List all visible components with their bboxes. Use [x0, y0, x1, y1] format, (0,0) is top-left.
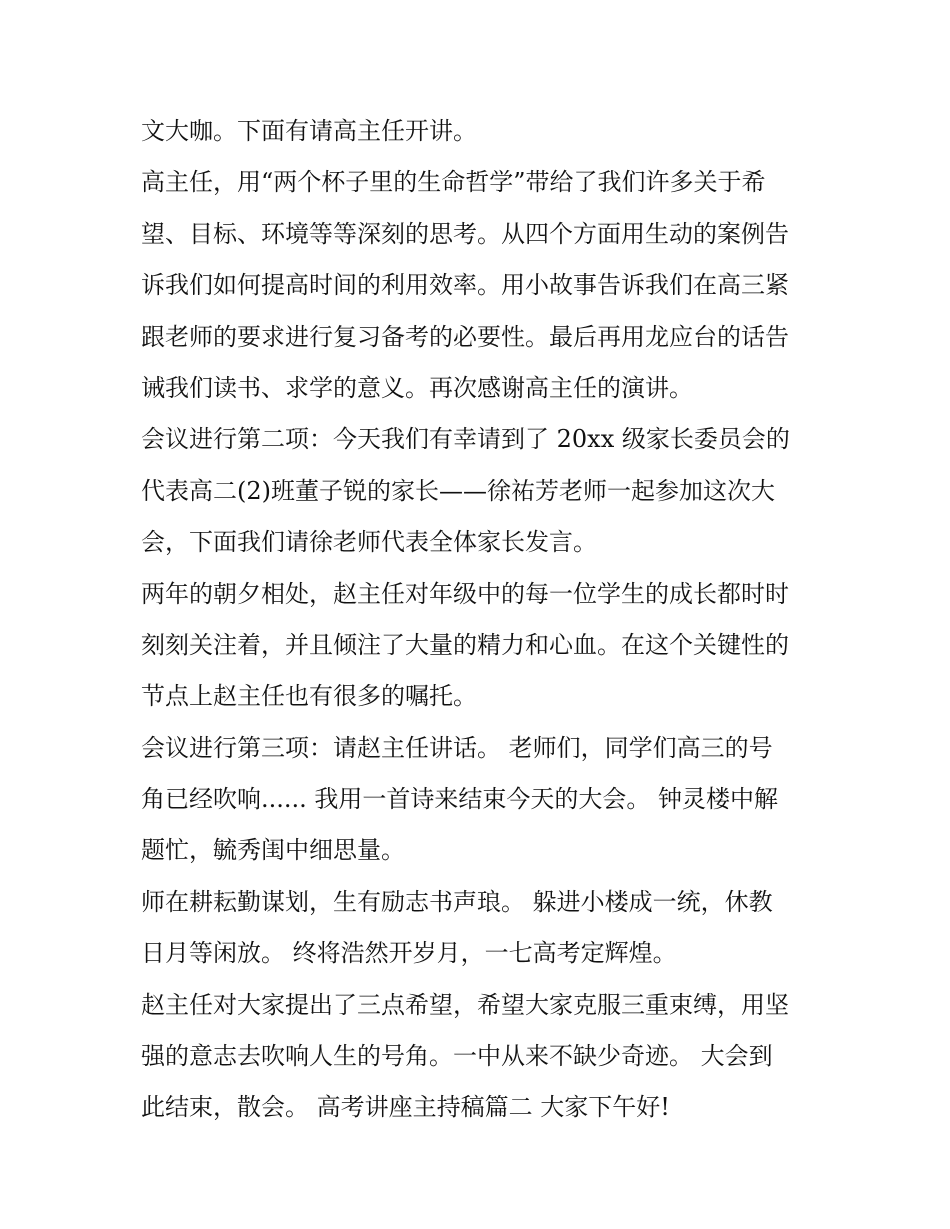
text-line: 诉我们如何提高时间的利用效率。用小故事告诉我们在高三紧 — [141, 271, 789, 300]
text-line: 高主任，用“两个杯子里的生命哲学”带给了我们许多关于希 — [141, 168, 766, 197]
text-line: 诫我们读书、求学的意义。再次感谢高主任的演讲。 — [141, 373, 693, 402]
text-line: 会议进行第二项：今天我们有幸请到了 20xx 级家长委员会的 — [141, 425, 790, 454]
text-line: 题忙，毓秀闺中细思量。 — [141, 836, 405, 865]
document-body — [141, 106, 821, 1134]
text-line: 师在耕耘勤谋划，生有励志书声琅。 躲进小楼成一统，休教 — [141, 887, 773, 916]
text-line: 强的意志去吹响人生的号角。一中从来不缺少奇迹。 大会到 — [141, 1042, 773, 1071]
text-line: 刻刻关注着，并且倾注了大量的精力和心血。在这个关键性的 — [141, 630, 789, 659]
text-line: 跟老师的要求进行复习备考的必要性。最后再用龙应台的话告 — [141, 322, 789, 351]
text-line: 会，下面我们请徐老师代表全体家长发言。 — [141, 528, 597, 557]
text-line: 会议进行第三项：请赵主任讲话。 老师们，同学们高三的号 — [141, 733, 773, 762]
text-line: 赵主任对大家提出了三点希望，希望大家克服三重束缚，用坚 — [141, 990, 789, 1019]
text-line: 节点上赵主任也有很多的嘱托。 — [141, 682, 477, 711]
text-line: 两年的朝夕相处，赵主任对年级中的每一位学生的成长都时时 — [141, 579, 789, 608]
text-line: 望、目标、环境等等深刻的思考。从四个方面用生动的案例告 — [141, 219, 789, 248]
text-line: 此结束，散会。 高考讲座主持稿篇二 大家下午好! — [141, 1093, 670, 1122]
text-line: 代表高二(2)班董子锐的家长——徐祐芳老师一起参加这次大 — [141, 476, 775, 505]
text-line: 日月等闲放。 终将浩然开岁月，一七高考定辉煌。 — [141, 939, 677, 968]
text-line: 角已经吹响...... 我用一首诗来结束今天的大会。 钟灵楼中解 — [141, 785, 779, 814]
text-line: 文大咖。下面有请高主任开讲。 — [141, 117, 477, 145]
